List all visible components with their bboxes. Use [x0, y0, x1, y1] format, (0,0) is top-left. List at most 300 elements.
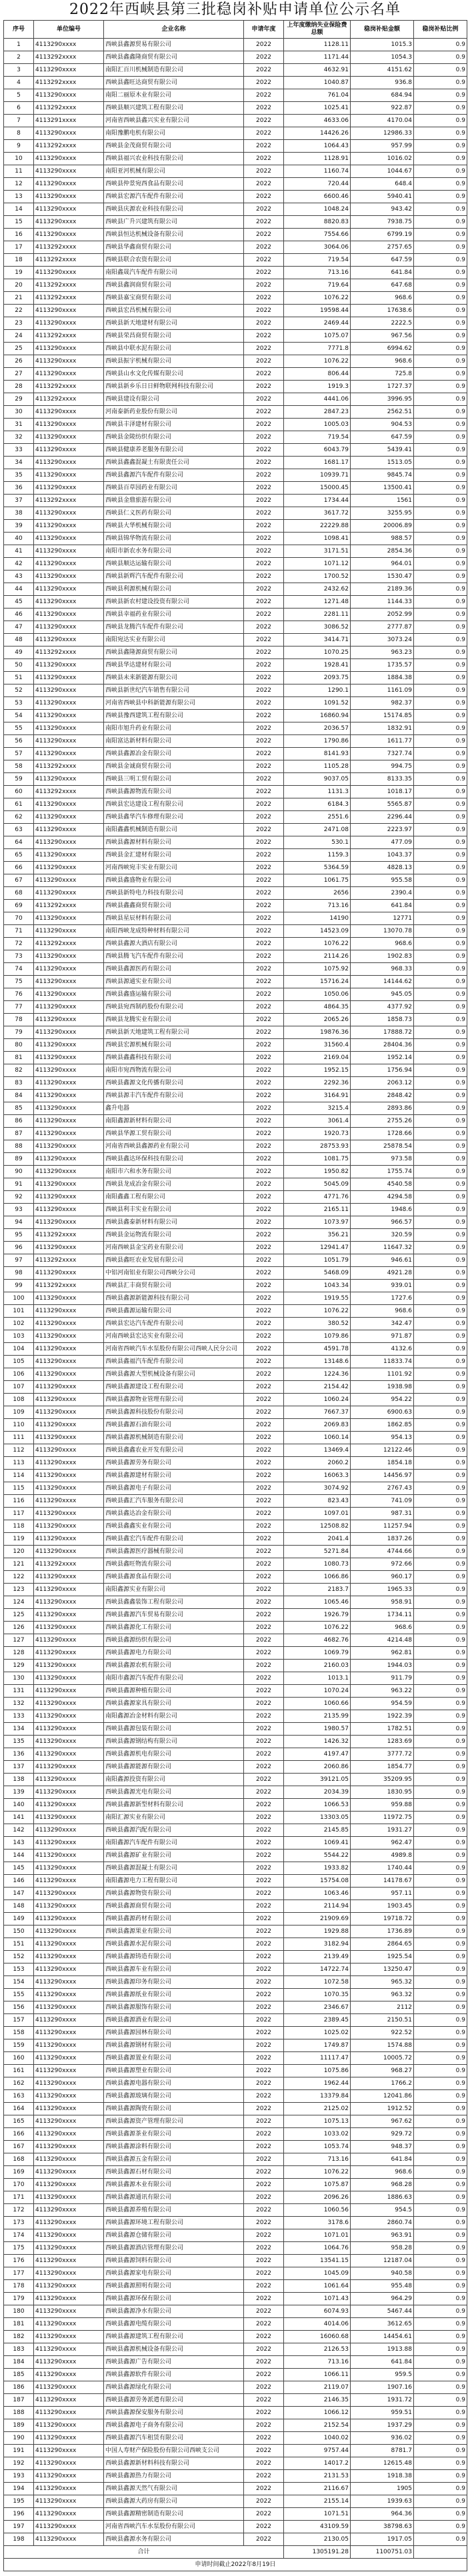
unit-code: 4113290xxxx [34, 2255, 104, 2267]
subsidy-amount: 2777.87 [351, 621, 414, 634]
row-index: 170 [4, 2179, 34, 2191]
unit-code: 4113290xxxx [34, 824, 104, 836]
unit-code: 4113290xxxx [34, 1368, 104, 1381]
subsidy-amount: 4170.04 [351, 115, 414, 127]
premium-amount: 14722.74 [284, 1963, 351, 1976]
apply-year: 2022 [244, 1533, 284, 1546]
subsidy-ratio: 0.9 [414, 900, 467, 912]
row-index: 50 [4, 659, 34, 672]
apply-year: 2022 [244, 1723, 284, 1736]
apply-year: 2022 [244, 1748, 284, 1761]
unit-code: 4113290xxxx [34, 2457, 104, 2470]
table-row [4, 2242, 467, 2255]
apply-year: 2022 [244, 444, 284, 457]
unit-code: 4113290xxxx [34, 1115, 104, 1128]
row-index: 82 [4, 1064, 34, 1077]
table-row [4, 748, 467, 760]
table-row [4, 1710, 467, 1723]
subsidy-amount: 959.88 [351, 1799, 414, 1812]
subsidy-ratio: 0.9 [414, 1799, 467, 1812]
company-name: 西峡县鑫润商贸有限公司 [104, 279, 244, 292]
company-name: 西峡县鑫源玻璃有限公司 [104, 2090, 244, 2103]
unit-code: 4113290xxxx [34, 2217, 104, 2229]
table-row [4, 431, 467, 444]
subsidy-amount: 13070.78 [351, 925, 414, 938]
row-index: 22 [4, 305, 34, 317]
table-row [4, 1001, 467, 1014]
row-index: 42 [4, 558, 34, 571]
row-index: 161 [4, 2065, 34, 2077]
premium-amount: 2152.54 [284, 2419, 351, 2432]
unit-code: 4113290xxxx [34, 2369, 104, 2381]
unit-code: 4113292xxxx [34, 938, 104, 950]
apply-year: 2022 [244, 621, 284, 634]
premium-amount: 1075.92 [284, 963, 351, 976]
subsidy-ratio: 0.9 [414, 1039, 467, 1052]
table-row [4, 115, 467, 127]
unit-code: 4113290xxxx [34, 1736, 104, 1748]
apply-year: 2022 [244, 2356, 284, 2369]
unit-code: 4113290xxxx [34, 1508, 104, 1520]
premium-amount: 806.44 [284, 368, 351, 381]
apply-year: 2022 [244, 545, 284, 558]
subsidy-ratio: 0.9 [414, 2521, 467, 2533]
subsidy-amount: 19718.72 [351, 1913, 414, 1926]
company-name: 河南省西峡汽车水泵股份有限公司 [104, 2521, 244, 2533]
subsidy-amount: 1905 [351, 2483, 414, 2495]
table-row [4, 2090, 467, 2103]
unit-code: 4113290xxxx [34, 621, 104, 634]
subsidy-amount: 1144.33 [351, 596, 414, 609]
row-index: 15 [4, 216, 34, 229]
apply-year: 2022 [244, 115, 284, 127]
table-row [4, 1077, 467, 1090]
premium-amount: 2069.83 [284, 1419, 351, 1432]
subsidy-amount: 964.36 [351, 2508, 414, 2521]
premium-amount: 16063.3 [284, 1470, 351, 1482]
subsidy-amount: 5940.41 [351, 191, 414, 203]
subsidy-amount: 4744.66 [351, 1546, 414, 1558]
premium-amount: 1063.46 [284, 1888, 351, 1900]
unit-code: 4113290xxxx [34, 444, 104, 457]
table-row [4, 976, 467, 988]
premium-amount: 1070.35 [284, 1989, 351, 2001]
subsidy-amount: 936.8 [351, 77, 414, 89]
subsidy-ratio: 0.9 [414, 482, 467, 495]
company-name: 南阳宛达实业有限公司 [104, 634, 244, 646]
unit-code: 4113290xxxx [34, 1052, 104, 1064]
company-name: 西峡县鑫旺物流有限公司 [104, 1558, 244, 1571]
unit-code: 4113290xxxx [34, 1330, 104, 1343]
subsidy-ratio: 0.9 [414, 2356, 467, 2369]
table-row [4, 1457, 467, 1470]
subsidy-amount: 641.84 [351, 267, 414, 279]
subsidy-amount: 2063.12 [351, 1077, 414, 1090]
table-row [4, 2065, 467, 2077]
subsidy-amount: 1912.52 [351, 2103, 414, 2115]
subsidy-amount: 12615.48 [351, 2457, 414, 2470]
company-name: 西峡县鑫鑫科技有限公司 [104, 1052, 244, 1064]
row-index: 115 [4, 1482, 34, 1495]
company-name: 西峡县鑫源茶业有限公司 [104, 2128, 244, 2141]
apply-year: 2022 [244, 1356, 284, 1368]
unit-code: 4113290xxxx [34, 457, 104, 469]
apply-year: 2022 [244, 1242, 284, 1254]
table-row [4, 64, 467, 77]
company-name: 西峡县龙腾实业有限公司 [104, 1014, 244, 1026]
company-name: 西峡县新乡乐日日鲜物联网科技有限公司 [104, 381, 244, 393]
subsidy-ratio: 0.9 [414, 912, 467, 925]
subsidy-amount: 725.8 [351, 368, 414, 381]
company-name: 西峡县金茂商贸有限公司 [104, 140, 244, 153]
unit-code: 4113290xxxx [34, 2027, 104, 2039]
unit-code: 4113290xxxx [34, 988, 104, 1001]
subsidy-ratio: 0.9 [414, 621, 467, 634]
apply-year: 2022 [244, 2115, 284, 2128]
table-row [4, 469, 467, 482]
apply-year: 2022 [244, 533, 284, 545]
apply-year: 2022 [244, 824, 284, 836]
row-index: 197 [4, 2521, 34, 2533]
subsidy-amount: 963.22 [351, 1685, 414, 1698]
table-row [4, 1128, 467, 1140]
subsidy-ratio: 0.9 [414, 1926, 467, 1938]
unit-code: 4113290xxxx [34, 2483, 104, 2495]
table-row [4, 634, 467, 646]
unit-code: 4113290xxxx [34, 2381, 104, 2394]
apply-year: 2022 [244, 1761, 284, 1774]
premium-amount: 5364.59 [284, 862, 351, 874]
unit-code: 4113290xxxx [34, 203, 104, 216]
company-name: 西峡县鑫源果业有限公司 [104, 1926, 244, 1938]
unit-code: 4113290xxxx [34, 406, 104, 419]
subsidy-ratio: 0.9 [414, 571, 467, 583]
subsidy-amount: 3996.95 [351, 393, 414, 406]
apply-year: 2022 [244, 1064, 284, 1077]
premium-amount: 2160.03 [284, 1660, 351, 1672]
premium-amount: 2131.53 [284, 2470, 351, 2483]
row-index: 135 [4, 1736, 34, 1748]
apply-year: 2022 [244, 558, 284, 571]
table-row [4, 2432, 467, 2445]
subsidy-ratio: 0.9 [414, 1584, 467, 1596]
company-name: 河南西峡县金宝药业有限公司 [104, 1242, 244, 1254]
subsidy-amount: 2755.26 [351, 1115, 414, 1128]
unit-code: 4113290xxxx [34, 596, 104, 609]
row-index: 2 [4, 51, 34, 64]
table-row [4, 2204, 467, 2217]
unit-code: 4113290xxxx [34, 2204, 104, 2217]
unit-code: 4113290xxxx [34, 2280, 104, 2293]
table-row [4, 1318, 467, 1330]
table-row [4, 1381, 467, 1394]
company-name: 西峡县幸福药业有限公司 [104, 609, 244, 621]
row-index: 152 [4, 1951, 34, 1963]
subsidy-amount: 959.51 [351, 2407, 414, 2419]
unit-code: 4113290xxxx [34, 1457, 104, 1470]
unit-code: 4113290xxxx [34, 2103, 104, 2115]
subsidy-amount: 20006.89 [351, 520, 414, 533]
company-name: 西峡县嘉宝商贸有限公司 [104, 292, 244, 305]
table-row [4, 520, 467, 533]
apply-year: 2022 [244, 2077, 284, 2090]
premium-amount: 2065.26 [284, 1014, 351, 1026]
unit-code: 4113290xxxx [34, 482, 104, 495]
subsidy-ratio: 0.9 [414, 393, 467, 406]
row-index: 73 [4, 950, 34, 963]
table-row [4, 2014, 467, 2027]
unit-code: 4113290xxxx [34, 874, 104, 887]
apply-year: 2022 [244, 735, 284, 748]
company-name: 西峡县鑫源物业管理有限公司 [104, 1394, 244, 1406]
premium-amount: 22229.88 [284, 520, 351, 533]
table-row [4, 1723, 467, 1736]
subsidy-amount: 12187.04 [351, 2255, 414, 2267]
subsidy-amount: 1043.37 [351, 849, 414, 862]
unit-code: 4113292xxxx [34, 381, 104, 393]
row-index: 65 [4, 849, 34, 862]
subsidy-amount: 957.11 [351, 1888, 414, 1900]
company-name: 南阳亚河机械有限公司 [104, 165, 244, 178]
premium-amount: 530.1 [284, 836, 351, 849]
subsidy-amount: 1727.6 [351, 1292, 414, 1305]
subsidy-ratio: 0.9 [414, 1647, 467, 1660]
deadline-note: 申请时间截止2022年8月19日 [4, 2559, 467, 2571]
table-row [4, 1951, 467, 1963]
apply-year: 2022 [244, 1596, 284, 1609]
subsidy-amount: 954.59 [351, 1698, 414, 1710]
company-name: 南阳鑫源冶金材料有限公司 [104, 1710, 244, 1723]
unit-code: 4113290xxxx [34, 127, 104, 140]
table-row [4, 2343, 467, 2356]
table-row [4, 355, 467, 368]
premium-amount: 2346.67 [284, 2001, 351, 2014]
table-row [4, 2470, 467, 2483]
premium-amount: 761.04 [284, 89, 351, 102]
apply-year: 2022 [244, 2128, 284, 2141]
table-row [4, 2407, 467, 2419]
row-index: 105 [4, 1356, 34, 1368]
apply-year: 2022 [244, 2305, 284, 2318]
row-index: 144 [4, 1850, 34, 1862]
table-row [4, 1204, 467, 1216]
apply-year: 2022 [244, 1736, 284, 1748]
apply-year: 2022 [244, 950, 284, 963]
apply-year: 2022 [244, 2445, 284, 2457]
row-index: 3 [4, 64, 34, 77]
company-name: 西峡县鑫源保安服务有限公司 [104, 2407, 244, 2419]
table-row [4, 2179, 467, 2191]
subsidy-ratio: 0.9 [414, 1178, 467, 1191]
apply-year: 2022 [244, 646, 284, 659]
subsidy-amount: 13500.41 [351, 482, 414, 495]
subsidy-amount: 8781.7 [351, 2445, 414, 2457]
row-index: 84 [4, 1090, 34, 1102]
premium-amount: 1075.13 [284, 2115, 351, 2128]
company-name: 西峡县鑫源塑业有限公司 [104, 2065, 244, 2077]
company-name: 西峡县鑫源药材有限公司 [104, 1913, 244, 1926]
subsidy-ratio: 0.9 [414, 760, 467, 773]
apply-year: 2022 [244, 722, 284, 735]
subsidy-amount: 2893.86 [351, 1102, 414, 1115]
table-row [4, 533, 467, 545]
row-index: 83 [4, 1077, 34, 1090]
unit-code: 4113290xxxx [34, 1178, 104, 1191]
company-name: 西峡县振宇机械有限公司 [104, 355, 244, 368]
row-index: 89 [4, 1153, 34, 1166]
row-index: 128 [4, 1647, 34, 1660]
row-index: 119 [4, 1533, 34, 1546]
unit-code: 4113290xxxx [34, 1926, 104, 1938]
company-name: 西峡县鑫源机械制造有限公司 [104, 1432, 244, 1444]
company-name: 西峡县鑫源钢材有限公司 [104, 2039, 244, 2052]
subsidy-ratio: 0.9 [414, 1888, 467, 1900]
table-row [4, 2381, 467, 2394]
row-index: 163 [4, 2090, 34, 2103]
subsidy-amount: 641.84 [351, 900, 414, 912]
subsidy-ratio: 0.9 [414, 874, 467, 887]
apply-year: 2022 [244, 798, 284, 811]
subsidy-amount: 2757.65 [351, 241, 414, 254]
premium-amount: 3086.52 [284, 621, 351, 634]
table-row [4, 950, 467, 963]
unit-code: 4113290xxxx [34, 1584, 104, 1596]
table-row [4, 1913, 467, 1926]
premium-amount: 6074.93 [284, 2305, 351, 2318]
row-index: 116 [4, 1495, 34, 1508]
unit-code: 4113290xxxx [34, 1812, 104, 1824]
table-row [4, 1799, 467, 1812]
subsidy-amount: 1044.67 [351, 165, 414, 178]
table-row [4, 203, 467, 216]
subsidy-ratio: 0.9 [414, 1419, 467, 1432]
unit-code: 4113290xxxx [34, 1660, 104, 1672]
apply-year: 2022 [244, 355, 284, 368]
unit-code: 4113290xxxx [34, 64, 104, 77]
apply-year: 2022 [244, 912, 284, 925]
unit-code: 4113290xxxx [34, 798, 104, 811]
premium-amount: 10939.71 [284, 469, 351, 482]
company-name: 西峡县华达建材有限公司 [104, 659, 244, 672]
apply-year: 2022 [244, 2027, 284, 2039]
row-index: 175 [4, 2242, 34, 2255]
table-row [4, 646, 467, 659]
subsidy-amount: 3255.95 [351, 507, 414, 520]
subsidy-ratio: 0.9 [414, 2369, 467, 2381]
row-index: 76 [4, 988, 34, 1001]
company-name: 西峡县鑫源化工有限公司 [104, 1622, 244, 1634]
table-row [4, 1786, 467, 1799]
apply-year: 2022 [244, 1774, 284, 1786]
subsidy-amount: 4989.8 [351, 1850, 414, 1862]
row-index: 114 [4, 1470, 34, 1482]
apply-year: 2022 [244, 1026, 284, 1039]
table-row [4, 140, 467, 153]
apply-year: 2022 [244, 305, 284, 317]
subsidy-ratio: 0.9 [414, 1736, 467, 1748]
row-index: 181 [4, 2318, 34, 2331]
table-row [4, 2077, 467, 2090]
premium-amount: 5045.09 [284, 1178, 351, 1191]
row-index: 31 [4, 419, 34, 431]
company-name: 西峡县龙腾汽车配件有限公司 [104, 621, 244, 634]
subsidy-ratio: 0.9 [414, 520, 467, 533]
apply-year: 2022 [244, 1963, 284, 1976]
row-index: 7 [4, 115, 34, 127]
company-name: 西峡县鑫源木业有限公司 [104, 2179, 244, 2191]
premium-amount: 15754.08 [284, 1875, 351, 1888]
subsidy-ratio: 0.9 [414, 1571, 467, 1584]
subsidy-ratio: 0.9 [414, 1533, 467, 1546]
unit-code: 4113290xxxx [34, 2267, 104, 2280]
premium-amount: 719.54 [284, 254, 351, 267]
row-index: 159 [4, 2039, 34, 2052]
subsidy-amount: 1937.29 [351, 2419, 414, 2432]
unit-code: 4113290xxxx [34, 1001, 104, 1014]
subsidy-amount: 960.17 [351, 1571, 414, 1584]
unit-code: 4113290xxxx [34, 735, 104, 748]
row-index: 55 [4, 722, 34, 735]
apply-year: 2022 [244, 1216, 284, 1229]
subsidy-ratio: 0.9 [414, 533, 467, 545]
subsidy-amount: 4921.28 [351, 1267, 414, 1280]
row-index: 191 [4, 2445, 34, 2457]
unit-code: 4113290xxxx [34, 2065, 104, 2077]
subsidy-amount: 641.84 [351, 2356, 414, 2369]
row-index: 87 [4, 1128, 34, 1140]
row-index: 196 [4, 2508, 34, 2521]
company-name: 南阳市新农水务有限公司 [104, 545, 244, 558]
company-name: 西峡县汇丰商贸有限公司 [104, 1280, 244, 1292]
subsidy-ratio: 0.9 [414, 1558, 467, 1571]
unit-code: 4113290xxxx [34, 89, 104, 102]
premium-amount: 1928.41 [284, 659, 351, 672]
subsidy-amount: 994.75 [351, 760, 414, 773]
subsidy-ratio: 0.9 [414, 545, 467, 558]
table-row [4, 1039, 467, 1052]
premium-amount: 21909.69 [284, 1913, 351, 1926]
table-row [4, 1292, 467, 1305]
table-row [4, 1533, 467, 1546]
subsidy-ratio: 0.9 [414, 2153, 467, 2166]
subsidy-amount: 35209.95 [351, 1774, 414, 1786]
premium-amount: 1066.11 [284, 2369, 351, 2381]
unit-code: 4113290xxxx [34, 2052, 104, 2065]
company-name: 西峡县鑫源置业有限公司 [104, 2052, 244, 2065]
subsidy-amount: 955.48 [351, 2280, 414, 2293]
subsidy-amount: 968.6 [351, 1305, 414, 1318]
row-index: 185 [4, 2369, 34, 2381]
subsidy-ratio: 0.9 [414, 1520, 467, 1533]
unit-code: 4113290xxxx [34, 520, 104, 533]
premium-amount: 380.52 [284, 1318, 351, 1330]
premium-amount: 1064.76 [284, 2242, 351, 2255]
company-name: 西峡县鑫源石材有限公司 [104, 2166, 244, 2179]
subsidy-ratio: 0.9 [414, 2343, 467, 2356]
subsidy-amount: 904.53 [351, 419, 414, 431]
unit-code: 4113290xxxx [34, 1039, 104, 1052]
company-name: 西峡县鑫盛运输有限公司 [104, 988, 244, 1001]
premium-amount: 4864.35 [284, 1001, 351, 1014]
table-row [4, 1153, 467, 1166]
company-name: 西峡县鑫源养殖有限公司 [104, 2204, 244, 2217]
premium-amount: 1076.22 [284, 1622, 351, 1634]
premium-amount: 1159.3 [284, 849, 351, 862]
company-name: 南阳鑫源实业有限公司 [104, 1584, 244, 1596]
subsidy-ratio: 0.9 [414, 2407, 467, 2419]
subsidy-amount: 957.99 [351, 140, 414, 153]
company-name: 南阳富达新材料有限公司 [104, 735, 244, 748]
